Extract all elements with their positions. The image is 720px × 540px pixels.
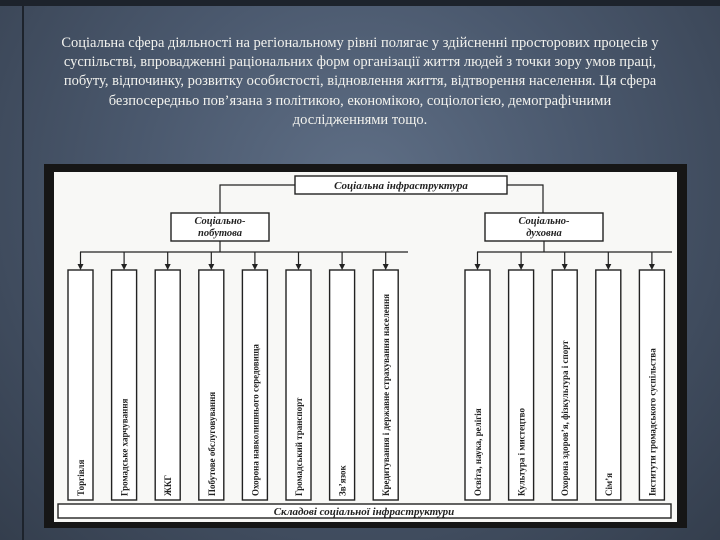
root-connector-right bbox=[507, 185, 543, 213]
component-box bbox=[596, 270, 621, 500]
component-label: Громадське харчування bbox=[119, 398, 130, 496]
component-label: Громадський транспорт bbox=[294, 397, 304, 496]
arrowhead-icon bbox=[121, 264, 127, 270]
footer-label: Складові соціальної інфраструктури bbox=[273, 506, 455, 518]
arrowhead-icon bbox=[475, 264, 481, 270]
component-label: Торгівля bbox=[76, 459, 86, 496]
arrowhead-icon bbox=[252, 264, 258, 270]
arrowhead-icon bbox=[208, 264, 214, 270]
arrowhead-icon bbox=[78, 264, 84, 270]
arrowhead-icon bbox=[165, 264, 171, 270]
root-label: Соціальна інфраструктура bbox=[334, 180, 468, 192]
frame-left-line bbox=[22, 0, 24, 540]
group-label-social-spiritual-line2: духовна bbox=[526, 228, 562, 239]
arrowhead-icon bbox=[605, 264, 611, 270]
component-label: Кредитування і державне страхування населення bbox=[381, 293, 392, 496]
component-label: Інститути громадського суспільства bbox=[647, 348, 658, 496]
component-box bbox=[155, 270, 180, 500]
component-label: Сім’я bbox=[603, 473, 614, 496]
component-columns bbox=[68, 252, 664, 500]
arrowhead-icon bbox=[649, 264, 655, 270]
group-label-social-household-line2: побутова bbox=[198, 228, 242, 239]
group-label-social-spiritual-line1: Соціально- bbox=[518, 216, 570, 227]
infrastructure-diagram bbox=[54, 172, 677, 522]
group-label-social-household-line1: Соціально- bbox=[194, 216, 246, 227]
component-label: Культура і мистецтво bbox=[516, 408, 527, 496]
component-label: Охорона навколишнього середовища bbox=[250, 344, 261, 496]
arrowhead-icon bbox=[339, 264, 345, 270]
root-connector-left bbox=[220, 185, 295, 213]
component-label: Освіта, наука, релігія bbox=[473, 408, 483, 496]
frame-top-line bbox=[0, 0, 720, 6]
component-label: ЖКГ bbox=[163, 474, 174, 496]
arrowhead-icon bbox=[562, 264, 568, 270]
component-label: Охорона здоров’я, фізкультура і спорт bbox=[560, 340, 571, 496]
arrowhead-icon bbox=[383, 264, 389, 270]
diagram-panel bbox=[44, 164, 687, 528]
intro-paragraph: Соціальна сфера діяльності на регіональному рівні полягає у здійсненні просторових процесів у суспільстві, впровадженні раціональних форм організації життя людей з точки зору умов праці, побуту, відпочинку, розвитку особистості, відновлення життя, відтворення населення. Ця сфера безпосередньо пов’язана з політикою, економікою, соціологією, демографічними дослідженнями тощо. bbox=[61, 35, 659, 128]
component-label: Побутове обслуговування bbox=[206, 391, 217, 496]
arrowhead-icon bbox=[296, 264, 302, 270]
component-label: Зв’язок bbox=[337, 465, 348, 496]
diagram-canvas bbox=[54, 172, 677, 522]
arrowhead-icon bbox=[518, 264, 524, 270]
